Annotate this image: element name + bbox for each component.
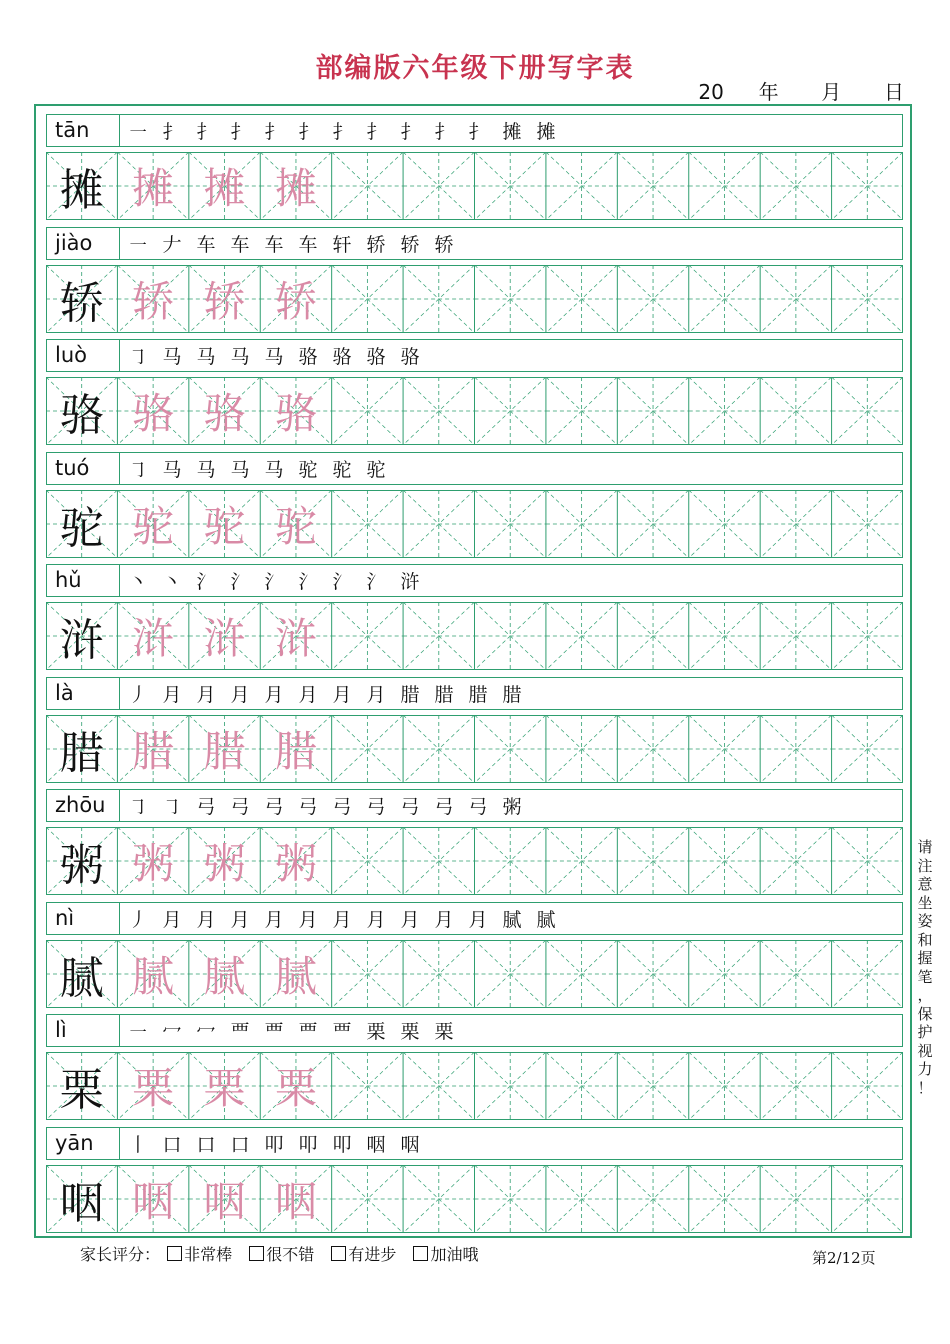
stroke-step: 骆	[366, 346, 386, 368]
pinyin-row	[46, 789, 903, 822]
stroke-step: 叩	[298, 1133, 318, 1156]
model-character: 骆	[59, 390, 104, 441]
stroke-step: 月	[434, 908, 454, 931]
date-month: 月	[821, 80, 842, 104]
date-year: 年	[758, 80, 779, 104]
stroke-step: 马	[230, 458, 250, 481]
stroke-step: 扌	[366, 121, 386, 143]
pinyin: hǔ	[55, 568, 82, 592]
stroke-step: 口	[162, 1133, 182, 1156]
stroke-step: 月	[332, 683, 352, 706]
page-title: 部编版六年级下册写字表	[315, 53, 635, 84]
stroke-step: 丶	[162, 571, 182, 593]
stroke-step: 月	[264, 908, 284, 931]
stroke-step: 口	[196, 1133, 216, 1156]
stroke-step: 月	[196, 683, 216, 706]
stroke-step: 月	[162, 683, 182, 706]
stroke-step: 扌	[332, 121, 352, 143]
page-number: 第2/12页	[812, 1249, 876, 1267]
trace-character[interactable]: 咽	[203, 1176, 246, 1226]
stroke-step: 车	[230, 233, 250, 256]
pinyin-row	[46, 1014, 903, 1047]
stroke-step: 冖	[196, 1021, 216, 1043]
model-character: 粥	[59, 840, 104, 891]
stroke-order	[121, 903, 563, 934]
side-note-char: ，	[917, 986, 933, 1004]
stroke-step: 月	[230, 908, 250, 931]
side-note-char: 力	[917, 1060, 933, 1078]
pinyin-divider	[119, 903, 120, 934]
stroke-step: 栗	[400, 1021, 420, 1043]
stroke-step: 咽	[400, 1133, 420, 1156]
pinyin: jiào	[55, 230, 93, 255]
stroke-step: 氵	[264, 571, 284, 593]
rating-label: 家长评分：	[80, 1245, 161, 1264]
stroke-step: 覀	[332, 1021, 352, 1043]
pinyin-divider	[119, 678, 120, 709]
character-block	[46, 114, 903, 219]
stroke-step: ㇐	[128, 1021, 148, 1043]
stroke-step: 骆	[332, 346, 352, 368]
pinyin: zhōu	[55, 793, 106, 817]
stroke-step: 弓	[264, 796, 284, 818]
stroke-step: 叩	[264, 1133, 284, 1156]
side-note-char: 姿	[917, 912, 933, 930]
stroke-step: 马	[264, 346, 284, 368]
model-character: 驼	[59, 502, 104, 554]
trace-character[interactable]: 驼	[203, 501, 246, 551]
pinyin-divider	[119, 340, 120, 371]
pinyin-row	[46, 902, 903, 935]
side-note-char: 视	[917, 1041, 933, 1060]
stroke-step: ㇆	[162, 796, 182, 818]
character-block	[46, 789, 903, 894]
stroke-step: 腊	[434, 683, 454, 706]
stroke-step: ㇐	[128, 233, 148, 256]
stroke-step: 扌	[230, 121, 250, 143]
stroke-step: 驼	[366, 458, 386, 481]
practice-frame	[34, 104, 912, 1238]
stroke-step: 腊	[468, 683, 488, 706]
stroke-step: 月	[366, 908, 386, 931]
side-note-char: 和	[917, 930, 933, 949]
stroke-step: 覀	[298, 1021, 318, 1043]
stroke-order	[121, 678, 529, 709]
stroke-step: 腊	[502, 683, 522, 706]
side-note	[916, 838, 934, 1097]
stroke-step: 丨	[128, 1133, 148, 1156]
stroke-step: 扌	[162, 121, 182, 143]
stroke-step: ㇐	[128, 121, 148, 143]
stroke-step: 氵	[366, 571, 386, 593]
pinyin: tān	[55, 118, 90, 142]
character-block	[46, 339, 903, 444]
stroke-order	[121, 115, 563, 146]
pinyin: là	[55, 680, 74, 705]
stroke-step: 氵	[196, 571, 216, 593]
side-note-char: 坐	[917, 893, 933, 912]
side-note-char: 注	[917, 856, 933, 875]
stroke-step: 叩	[332, 1133, 352, 1156]
stroke-step: 粥	[502, 796, 522, 818]
stroke-step: 月	[196, 908, 216, 931]
pinyin: yān	[55, 1130, 94, 1155]
trace-character[interactable]: 轿	[203, 276, 246, 326]
side-note-char: 笔	[917, 967, 933, 986]
trace-character[interactable]: 摊	[203, 164, 246, 213]
character-block	[46, 227, 903, 332]
trace-character[interactable]: 粥	[274, 839, 317, 888]
checkbox-icon[interactable]	[331, 1246, 346, 1261]
stroke-step: 驼	[298, 458, 318, 481]
stroke-step: 轿	[400, 233, 420, 256]
date-year-prefix: 20	[698, 80, 724, 104]
trace-character[interactable]: 轿	[132, 276, 175, 326]
pinyin: tuó	[55, 455, 90, 480]
stroke-step: ㇆	[128, 346, 148, 368]
stroke-step: 栗	[366, 1021, 386, 1043]
stroke-step: 扌	[400, 121, 420, 143]
pinyin-row	[46, 564, 903, 597]
stroke-step: 弓	[298, 796, 318, 818]
stroke-step: ㇆	[128, 796, 148, 818]
stroke-step: 月	[332, 908, 352, 931]
stroke-step: 𠂇	[162, 233, 182, 256]
stroke-step: 月	[298, 683, 318, 706]
stroke-step: 月	[230, 683, 250, 706]
stroke-order	[121, 565, 427, 596]
stroke-order	[121, 790, 529, 821]
stroke-step: 腊	[400, 683, 420, 706]
pinyin-row	[46, 1127, 903, 1160]
parent-rating	[80, 1242, 490, 1265]
trace-character[interactable]: 骆	[203, 389, 246, 438]
stroke-step: 扌	[298, 121, 318, 143]
pinyin-divider	[119, 453, 120, 484]
trace-character[interactable]: 腻	[132, 951, 175, 1001]
rating-option-good[interactable]: 很不错	[249, 1245, 314, 1264]
trace-character[interactable]: 骆	[274, 389, 317, 438]
trace-character[interactable]: 腊	[274, 726, 317, 776]
stroke-step: 马	[196, 458, 216, 481]
stroke-step: 车	[298, 233, 318, 256]
stroke-step: 月	[400, 908, 420, 931]
trace-character[interactable]: 腊	[203, 726, 246, 776]
pinyin-row	[46, 677, 903, 710]
character-block	[46, 902, 903, 1007]
model-character: 咽	[59, 1177, 104, 1229]
pinyin-row	[46, 227, 903, 260]
trace-character[interactable]: 驼	[274, 501, 317, 551]
stroke-step: 摊	[502, 121, 522, 143]
side-note-char: 意	[917, 875, 933, 893]
model-character: 浒	[59, 615, 104, 666]
stroke-step: 丿	[128, 908, 148, 931]
stroke-order	[121, 1128, 427, 1159]
character-block	[46, 564, 903, 669]
side-note-char: ！	[917, 1078, 933, 1097]
rating-option-progress[interactable]: 有进步	[331, 1245, 396, 1264]
pinyin-divider	[119, 228, 120, 259]
trace-character[interactable]: 腊	[132, 726, 175, 776]
trace-character[interactable]: 浒	[274, 614, 317, 663]
stroke-step: 月	[264, 683, 284, 706]
stroke-step: 月	[298, 908, 318, 931]
date-day: 日	[884, 80, 904, 104]
side-note-char: 保	[917, 1004, 933, 1023]
stroke-step: 弓	[230, 796, 250, 818]
stroke-step: 弓	[434, 796, 454, 818]
pinyin-divider	[119, 1128, 120, 1159]
pinyin-row	[46, 452, 903, 485]
trace-character[interactable]: 栗	[203, 1064, 246, 1113]
stroke-step: 扌	[196, 121, 216, 143]
stroke-step: 骆	[298, 346, 318, 368]
side-note-char: 请	[917, 838, 933, 856]
stroke-order	[121, 340, 427, 371]
trace-character[interactable]: 摊	[132, 164, 175, 213]
stroke-step: 覀	[230, 1021, 250, 1043]
stroke-step: 丿	[128, 683, 148, 706]
trace-character[interactable]: 驼	[132, 501, 175, 551]
trace-character[interactable]: 轿	[274, 276, 317, 326]
checkbox-icon[interactable]	[167, 1246, 182, 1261]
stroke-step: 扌	[264, 121, 284, 143]
trace-character[interactable]: 栗	[274, 1064, 317, 1113]
stroke-step: 轿	[366, 233, 386, 256]
stroke-step: 马	[230, 346, 250, 368]
stroke-step: 弓	[400, 796, 420, 818]
character-block	[46, 1014, 903, 1119]
pinyin-divider	[119, 1015, 120, 1046]
stroke-step: 弓	[366, 796, 386, 818]
stroke-step: 轩	[332, 233, 352, 256]
pinyin-divider	[119, 115, 120, 146]
stroke-step: 摊	[536, 121, 556, 143]
stroke-step: 马	[162, 458, 182, 481]
stroke-step: 氵	[298, 571, 318, 593]
model-character: 腻	[59, 952, 104, 1004]
stroke-step: 栗	[434, 1021, 454, 1043]
model-character: 轿	[59, 277, 104, 329]
stroke-step: 驼	[332, 458, 352, 481]
trace-character[interactable]: 咽	[274, 1176, 317, 1226]
model-character: 摊	[59, 165, 104, 216]
character-block	[46, 452, 903, 557]
stroke-step: 月	[366, 683, 386, 706]
stroke-step: 口	[230, 1133, 250, 1156]
checkbox-icon[interactable]	[249, 1246, 264, 1261]
side-note-char: 握	[917, 949, 933, 967]
character-block	[46, 1127, 903, 1232]
stroke-step: 冖	[162, 1021, 182, 1043]
stroke-step: 腻	[502, 908, 522, 931]
pinyin-row	[46, 114, 903, 147]
stroke-step: 氵	[230, 571, 250, 593]
pinyin: lì	[55, 1018, 67, 1042]
character-block	[46, 677, 903, 782]
stroke-step: 车	[196, 233, 216, 256]
trace-character[interactable]: 腻	[274, 951, 317, 1001]
stroke-step: 弓	[332, 796, 352, 818]
pinyin-row	[46, 339, 903, 372]
stroke-step: 弓	[196, 796, 216, 818]
stroke-step: 马	[264, 458, 284, 481]
trace-character[interactable]: 腻	[203, 951, 246, 1001]
stroke-step: 覀	[264, 1021, 284, 1043]
stroke-step: 骆	[400, 346, 420, 368]
trace-character[interactable]: 栗	[132, 1064, 175, 1113]
stroke-order	[121, 1015, 461, 1046]
trace-character[interactable]: 骆	[132, 389, 175, 438]
stroke-step: 丶	[128, 571, 148, 593]
stroke-step: 腻	[536, 908, 556, 931]
stroke-step: 浒	[400, 571, 420, 593]
trace-character[interactable]: 摊	[274, 164, 317, 213]
stroke-step: 扌	[434, 121, 454, 143]
trace-character[interactable]: 粥	[132, 839, 175, 888]
trace-character[interactable]: 浒	[203, 614, 246, 663]
trace-character[interactable]: 粥	[203, 839, 246, 888]
stroke-step: 马	[196, 346, 216, 368]
date-line	[698, 76, 904, 105]
trace-character[interactable]: 浒	[132, 614, 175, 663]
stroke-step: 氵	[332, 571, 352, 593]
pinyin: luò	[55, 343, 87, 367]
rating-option-keep-going[interactable]: 加油哦	[413, 1245, 478, 1264]
stroke-step: 咽	[366, 1133, 386, 1156]
stroke-step: 车	[264, 233, 284, 256]
stroke-step: 马	[162, 346, 182, 368]
stroke-step: 扌	[468, 121, 488, 143]
stroke-step: 月	[468, 908, 488, 931]
pinyin-divider	[119, 790, 120, 821]
model-character: 腊	[59, 727, 104, 779]
stroke-step: ㇆	[128, 458, 148, 481]
pinyin: nì	[55, 905, 75, 930]
stroke-step: 月	[162, 908, 182, 931]
stroke-order	[121, 453, 393, 484]
stroke-step: 轿	[434, 233, 454, 256]
pinyin-divider	[119, 565, 120, 596]
stroke-step: 弓	[468, 796, 488, 818]
model-character: 栗	[59, 1065, 104, 1116]
stroke-order	[121, 228, 461, 259]
checkbox-icon[interactable]	[413, 1246, 428, 1261]
side-note-char: 护	[917, 1023, 933, 1041]
rating-option-great[interactable]: 非常棒	[167, 1245, 232, 1264]
trace-character[interactable]: 咽	[132, 1176, 175, 1226]
